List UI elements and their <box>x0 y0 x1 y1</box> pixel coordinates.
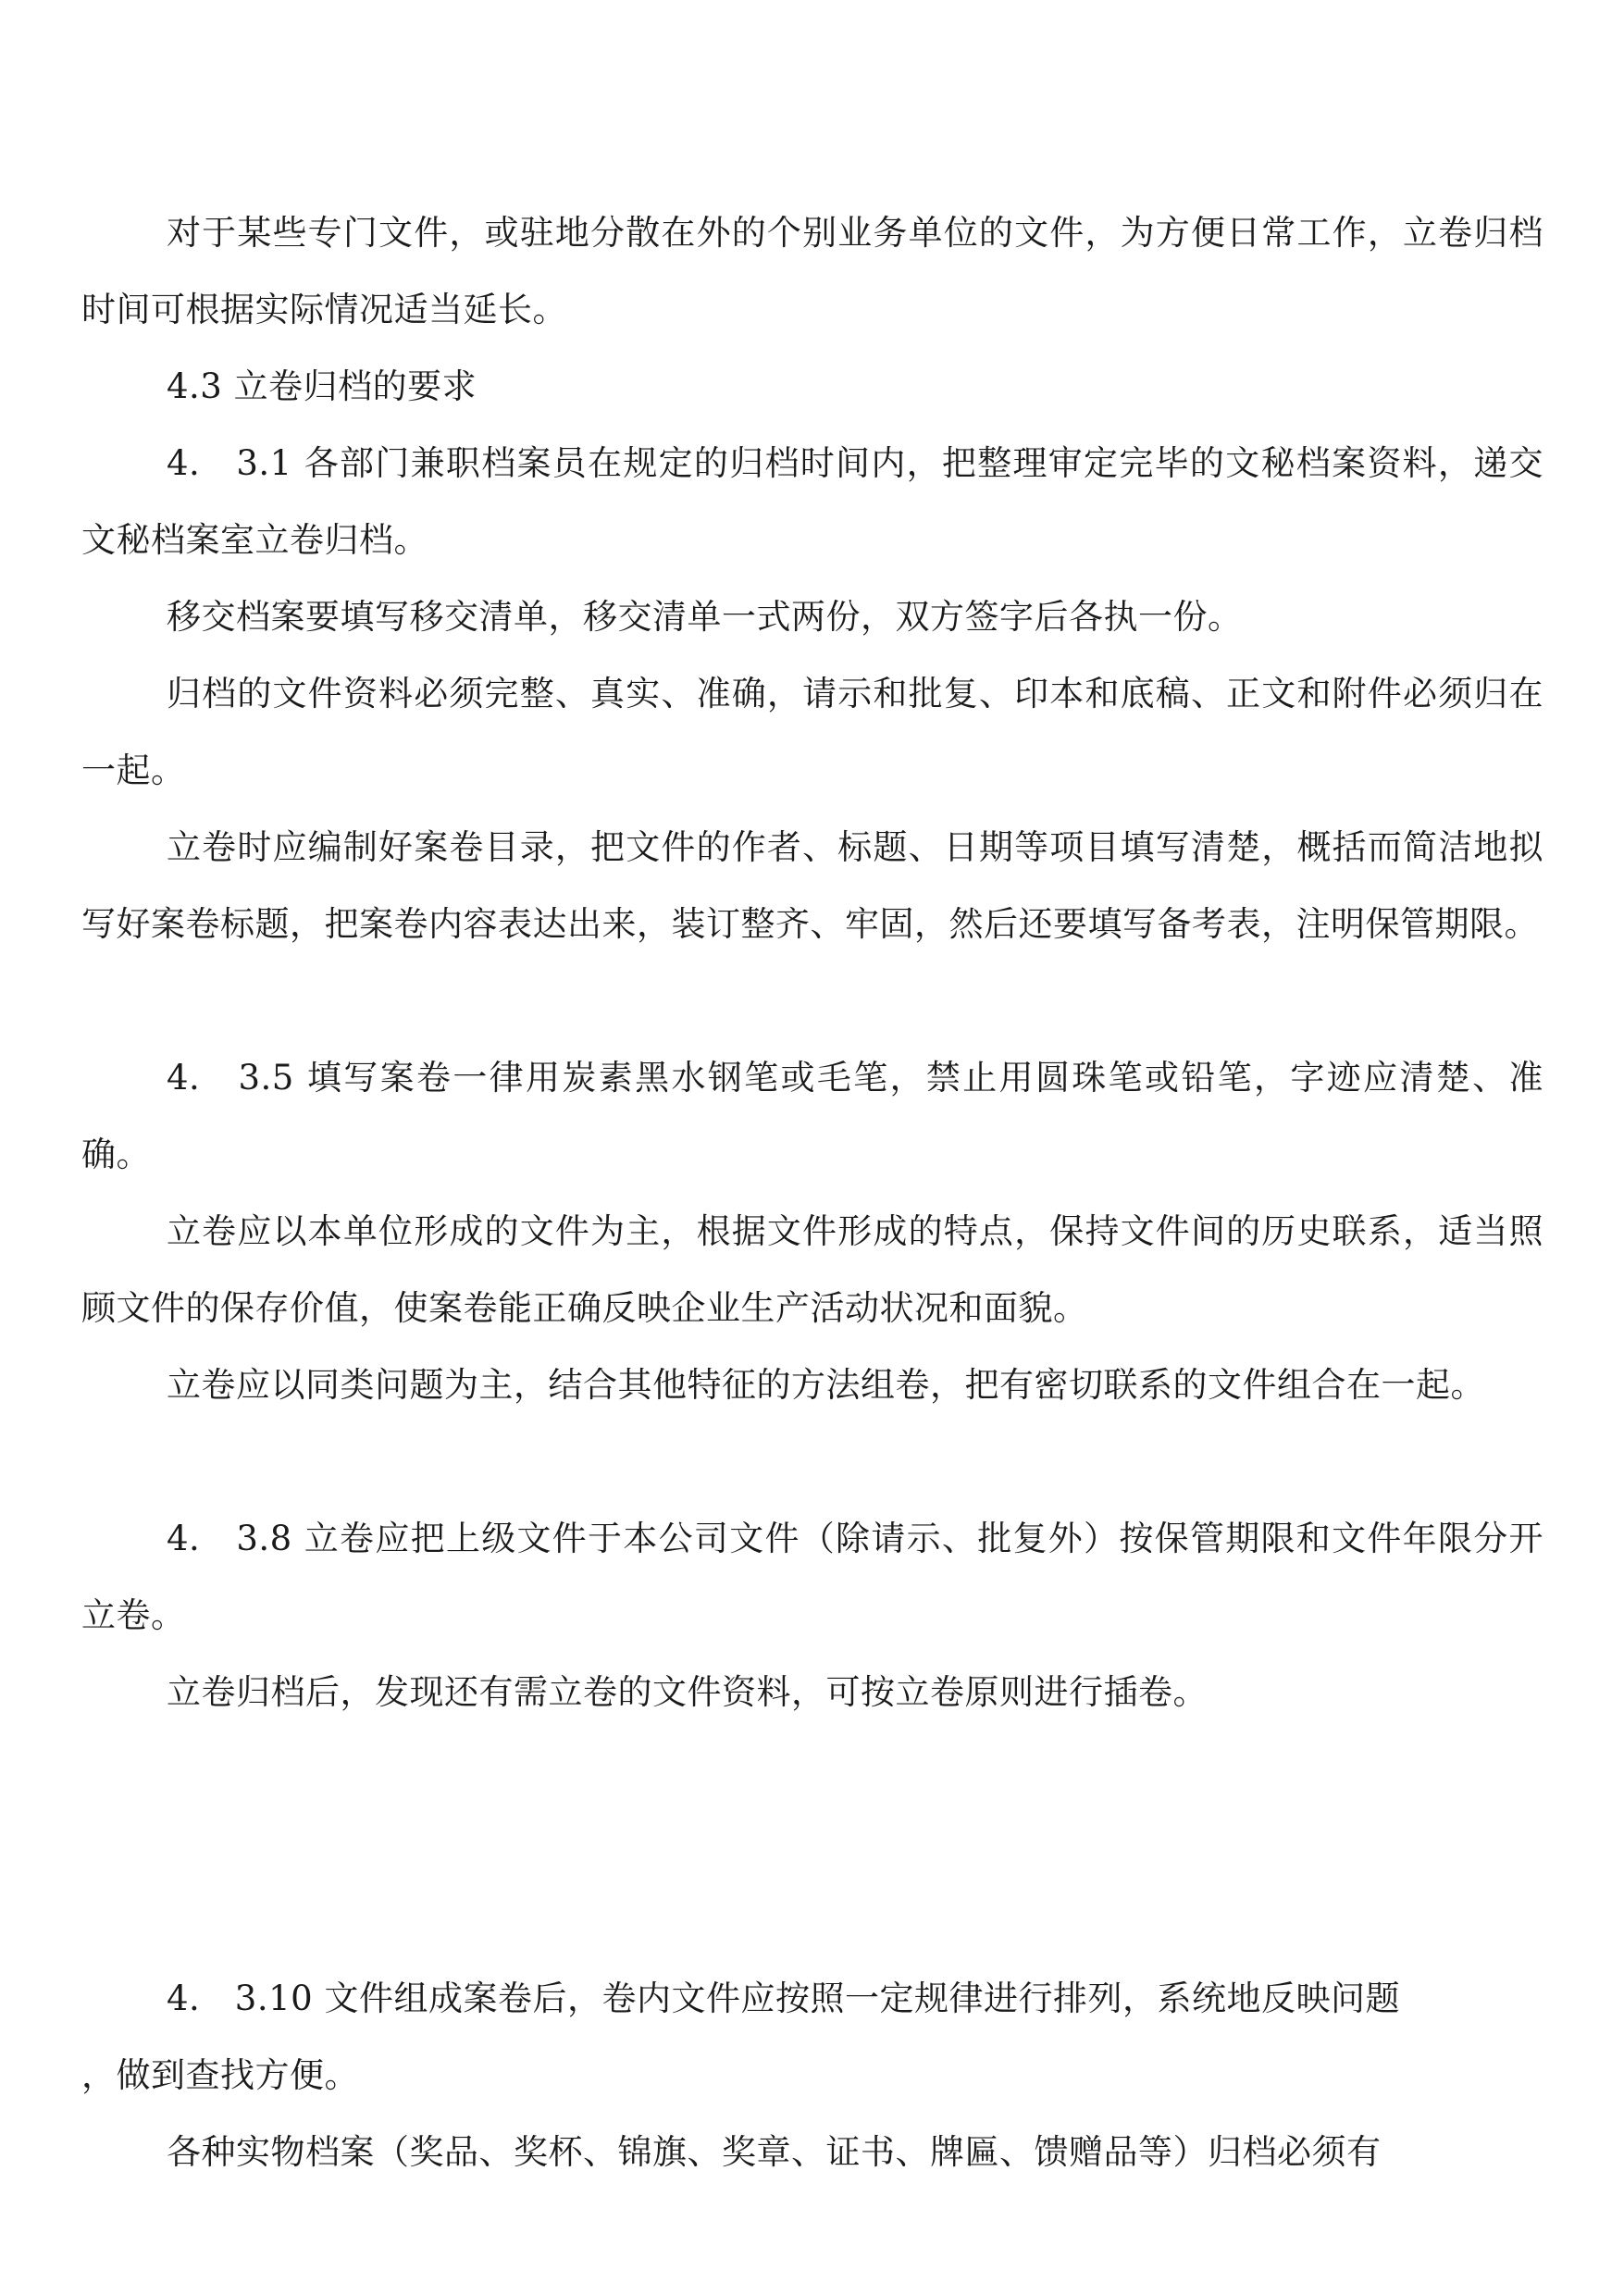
paragraph-unit-documents: 立卷应以本单位形成的文件为主，根据文件形成的特点，保持文件间的历史联系，适当照顾文件的保存价值，使案卷能正确反映企业生产活动状况和面貌。 <box>81 1211 1543 1328</box>
paragraph-1: 对于某些专门文件，或驻地分散在外的个别业务单位的文件，为方便日常工作，立卷归档时间可根据实际情况适当延长。 <box>81 213 1543 329</box>
paragraph-catalog: 立卷时应编制好案卷目录，把文件的作者、标题、日期等项目填写清楚，概括而简洁地拟写好案卷标题，把案卷内容表达出来，装订整齐、牢固，然后还要填写备考表，注明保管期限。 <box>81 827 1543 944</box>
paragraph-archive-completeness: 归档的文件资料必须完整、真实、准确，请示和批复、印本和底稿、正文和附件必须归在一起。 <box>81 674 1543 790</box>
paragraph-same-type: 立卷应以同类问题为主，结合其他特征的方法组卷，把有密切联系的文件组合在一起。 <box>167 1365 1485 1405</box>
paragraph-insert-volume: 立卷归档后，发现还有需立卷的文件资料，可按立卷原则进行插卷。 <box>167 1672 1208 1712</box>
section-heading-4-3: 4.3 立卷归档的要求 <box>167 366 477 406</box>
paragraph-4-3-10-continuation: ，做到查找方便。 <box>81 2055 359 2095</box>
paragraph-4-3-10: 4. 3.10 文件组成案卷后，卷内文件应按照一定规律进行排列，系统地反映问题 <box>167 1979 1400 2018</box>
paragraph-4-3-8: 4. 3.8 立卷应把上级文件于本公司文件（除请示、批复外）按保管期限和文件年限分开立卷。 <box>81 1519 1543 1635</box>
paragraph-transfer-list: 移交档案要填写移交清单，移交清单一式两份，双方签字后各执一份。 <box>167 597 1243 637</box>
paragraph-4-3-5: 4. 3.5 填写案卷一律用炭素黑水钢笔或毛笔，禁止用圆珠笔或铅笔，字迹应清楚、准确。 <box>81 1058 1543 1174</box>
paragraph-4-3-1: 4. 3.1 各部门兼职档案员在规定的归档时间内，把整理审定完毕的文秘档案资料，递交文秘档案室立卷归档。 <box>81 443 1543 560</box>
paragraph-physical-archives: 各种实物档案（奖品、奖杯、锦旗、奖章、证书、牌匾、馈赠品等）归档必须有 <box>167 2132 1382 2172</box>
